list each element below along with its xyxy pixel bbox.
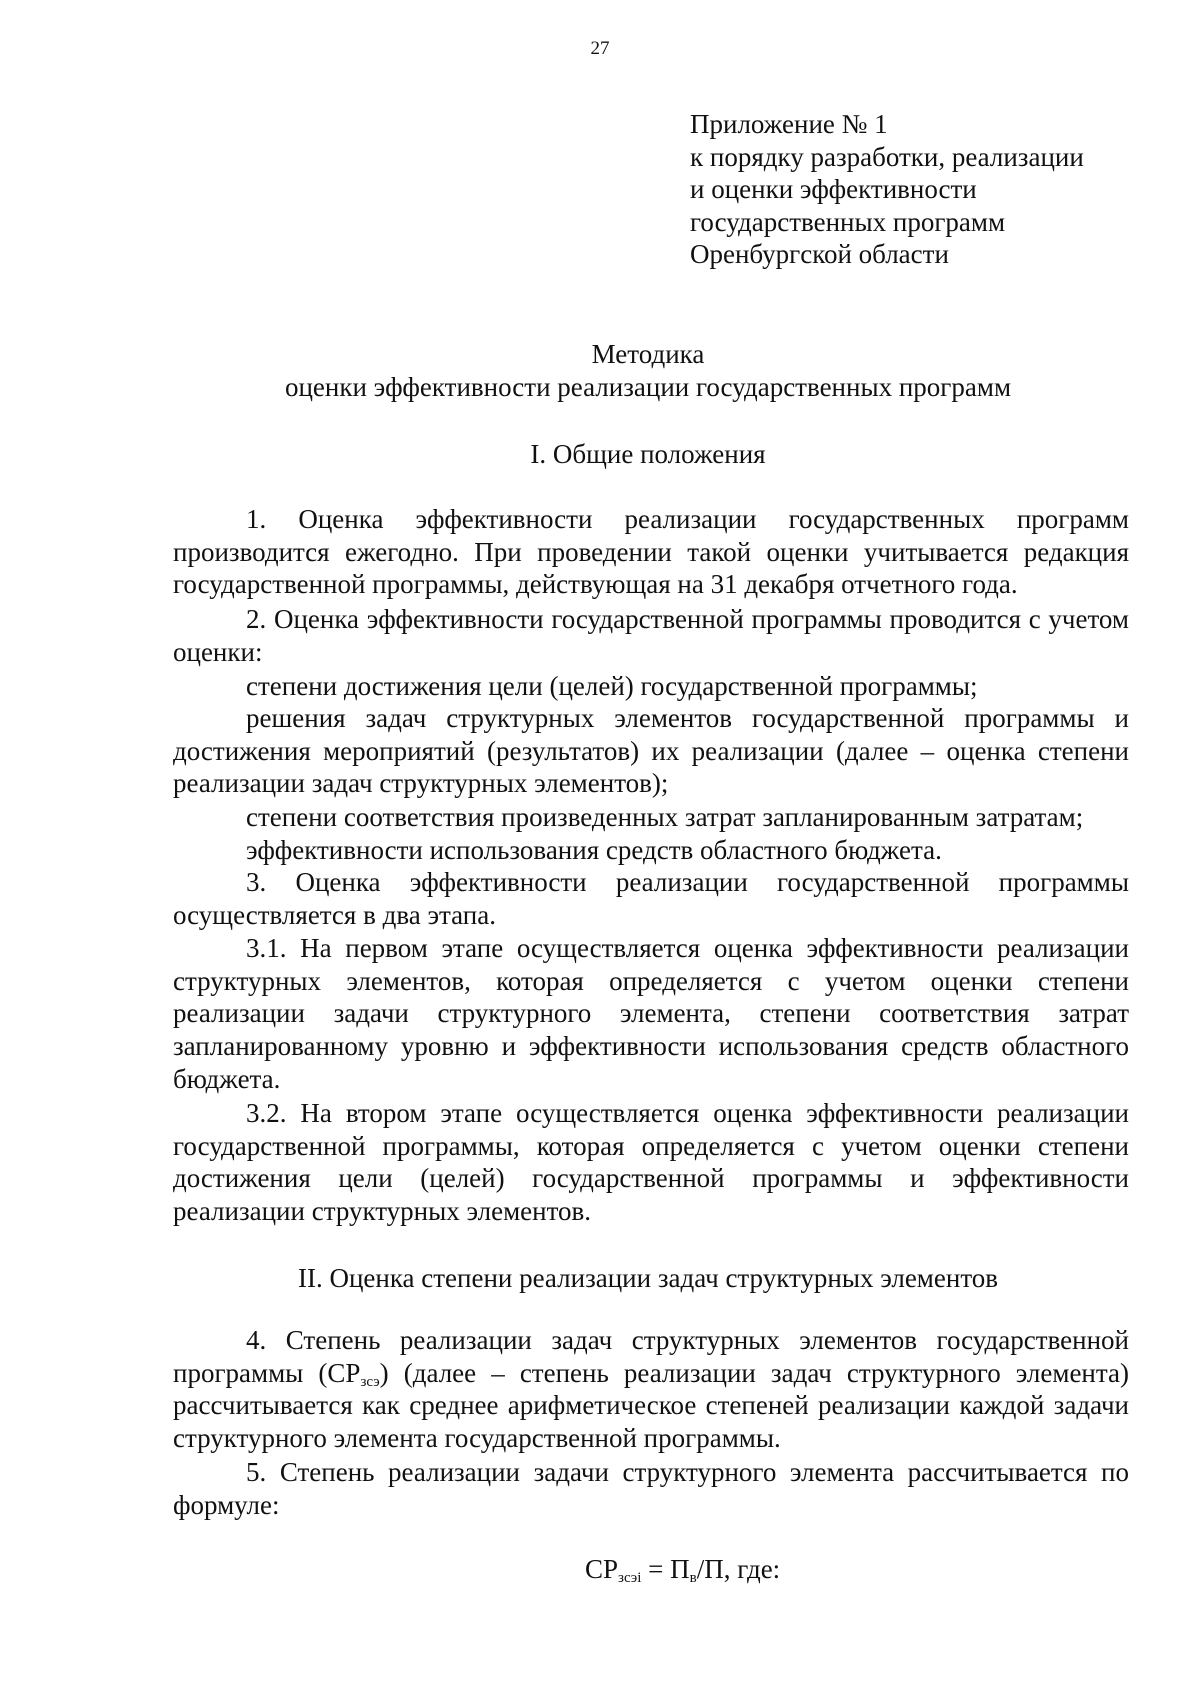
formula: [585, 1553, 780, 1586]
appendix-line: государственных программ: [690, 206, 1006, 237]
paragraph-2-item: решения задач структурных элементов государственной программы и достижения мероприятий (результатов) их реализации (далее – оценка степени реализации задач структурных элементов);: [173, 703, 1129, 799]
formula-rhs: /П, где:: [696, 1554, 781, 1584]
section-2-heading: II. Оценка степени реализации задач структурных элементов: [297, 1263, 999, 1293]
appendix-line: Приложение № 1: [690, 109, 888, 139]
paragraph-2: 2. Оценка эффективности государственной программы проводится с учетом оценки:: [173, 604, 1129, 667]
title-line: Методика: [591, 339, 705, 369]
appendix-line: Оренбургской области: [690, 239, 949, 269]
document-title: [0, 338, 1200, 404]
paragraph-3-2: 3.2. На втором этапе осуществляется оценка эффективности реализации государственной программы, которая определяется с учетом оценки степени достижения цели (целей) государственной программы и эффективности реализации структурных элементов.: [173, 1098, 1129, 1227]
page-number: 27: [590, 38, 610, 59]
formula-subscript: зсэi: [618, 1570, 642, 1586]
paragraph-2-item: степени соответствия произведенных затрат запланированным затратам;: [246, 802, 1084, 832]
appendix-note: [690, 108, 1170, 271]
paragraph-3: 3. Оценка эффективности реализации государственной программы осуществляется в два этапа.: [173, 867, 1129, 930]
paragraph-2-item: степени достижения цели (целей) государственной программы;: [246, 671, 978, 701]
formula-lhs: СР: [585, 1554, 619, 1584]
appendix-line: и оценки эффективности: [690, 174, 977, 204]
section-1-heading: I. Общие положения: [530, 439, 766, 469]
subscript: зсэ: [360, 1373, 380, 1390]
paragraph-2-item: эффективности использования средств областного бюджета.: [246, 835, 942, 865]
paragraph-4-text: ) (далее – степень реализации задач структурного элемента) рассчитывается как среднее арифметическое степеней реализации каждой задачи структурного элемента государственной программы.: [173, 1357, 1129, 1454]
formula-subscript: в: [689, 1570, 697, 1586]
appendix-line: к порядку разработки, реализации: [690, 141, 1084, 172]
title-line: оценки эффективности реализации государственных программ: [284, 372, 1012, 402]
paragraph-4: [173, 1324, 1129, 1455]
formula-eq: = П: [641, 1554, 690, 1584]
paragraph-5: 5. Степень реализации задачи структурного элемента рассчитывается по формуле:: [173, 1457, 1129, 1520]
paragraph-3-1: 3.1. На первом этапе осуществляется оценка эффективности реализации структурных элементов, которая определяется с учетом оценки степени реализации задачи структурного элемента, степени соответствия затрат запланированному уровню и эффективности использования средств областного бюджета.: [173, 933, 1129, 1094]
paragraph-4-text: 4. Степень реализации задач структурных элементов государственной программы (СР: [173, 1325, 1129, 1388]
paragraph-1: 1. Оценка эффективности реализации государственных программ производится ежегодно. При проведении такой оценки учитывается редакция государственной программы, действующая на 31 декабря отчетного года.: [173, 504, 1129, 600]
